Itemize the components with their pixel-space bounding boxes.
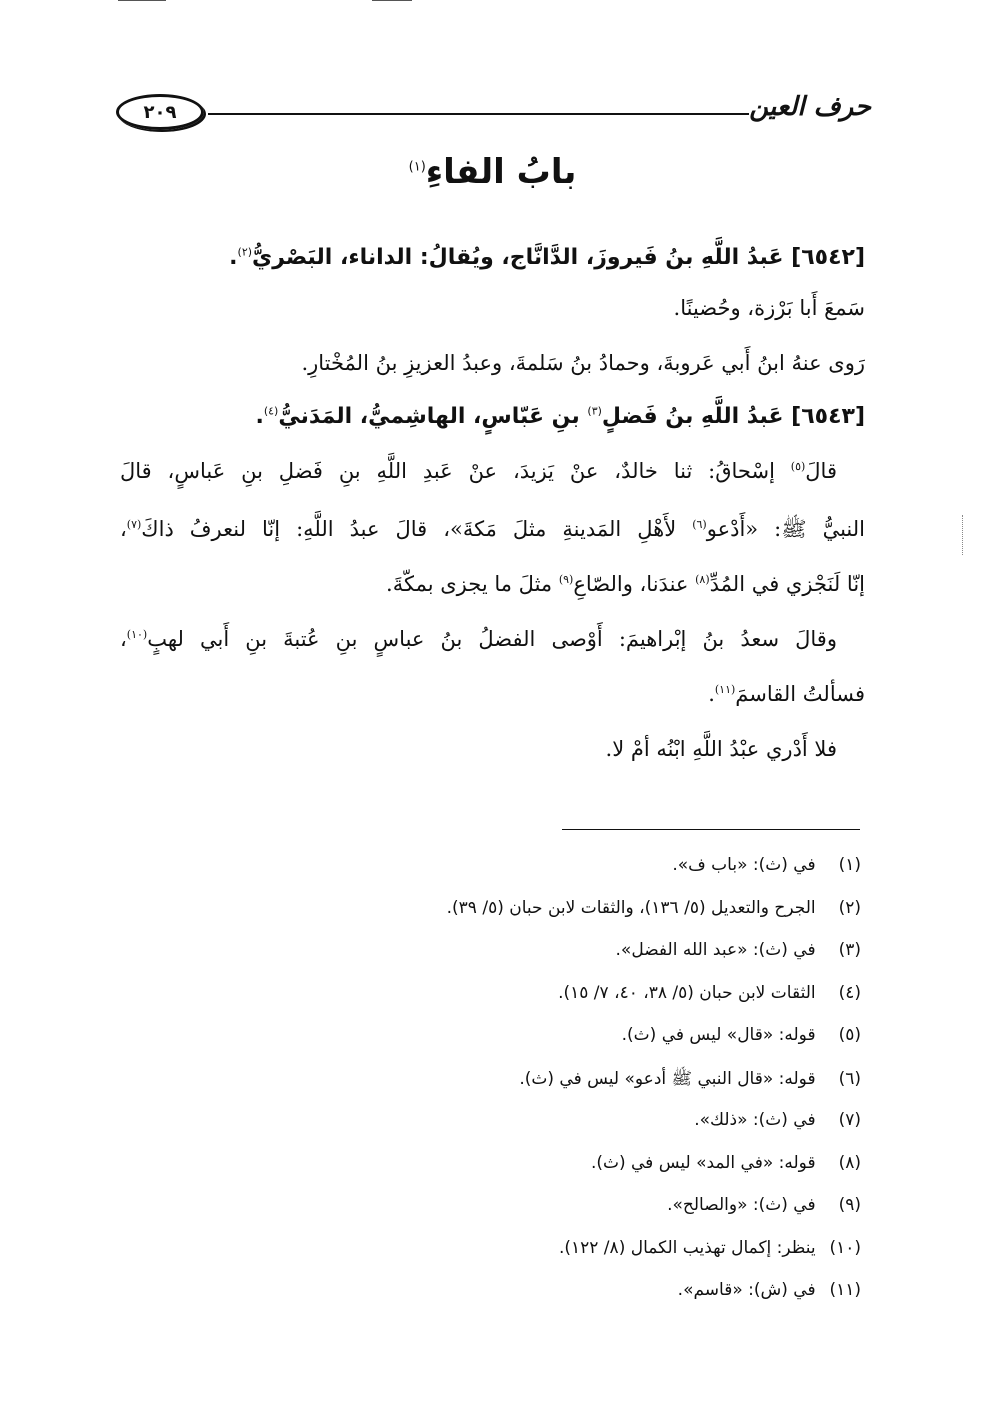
footnote-number: (٩) (838, 1195, 861, 1215)
entry-heading-text: بنِ عَبّاسٍ، الهاشِميُّ، المَدَنيُّ (278, 404, 588, 429)
body-line (120, 627, 837, 651)
body-text: إنّا لَنَجْزي في المُدِّ (709, 572, 865, 596)
footnote-text: في (ش): «قاسم». (677, 1280, 821, 1300)
footnote-ref: (١) (408, 159, 426, 175)
body-line: رَوى عنهُ ابنُ أَبي عَروبةَ، وحمادُ بنُ سَلمةَ، وعبدُ العزيزِ بنُ المُخْتارِ. (301, 351, 865, 375)
entry-heading-text: [٦٥٤٣] عَبدُ اللَّهِ بنُ فَضلٍ (601, 404, 865, 429)
punctuation: . (708, 682, 715, 706)
body-line (120, 572, 865, 596)
footnote-ref: (٤) (263, 404, 279, 418)
body-text: فسألتُ القاسمَ (735, 682, 865, 706)
footnote-number: (٥) (838, 1025, 861, 1045)
footnote-number: (٣) (838, 940, 861, 960)
body-line (120, 516, 865, 547)
footnote-item (120, 1025, 861, 1045)
footnote-text: قوله: «قال النبي ﷺ أدعو» ليس في (ث). (519, 1068, 821, 1089)
running-header (116, 92, 871, 134)
punctuation: . (255, 404, 264, 429)
footnote-item (120, 855, 861, 875)
body-text: لأَهْلِ المَدينةِ مثلَ مَكةَ»، قالَ عبدُ اللَّهِ: إنّا لنعرفُ ذاكَ (141, 517, 693, 541)
footnote-text: في (ث): «عبد الله الفضل». (615, 940, 821, 960)
body-text: عندَنا، والصّاعِ (573, 572, 696, 596)
footnote-item (120, 940, 861, 960)
body-line (120, 459, 837, 483)
punctuation: ، (120, 627, 127, 651)
footnote-text: في (ث): «باب ف». (672, 855, 821, 875)
footnote-item (120, 898, 861, 918)
footnote-number: (٢) (838, 897, 861, 918)
footnote-ref: (٦) (692, 518, 707, 531)
body-text: مثلَ ما يجزى بمكّةَ. (386, 572, 559, 596)
footnote-ref: (٢) (237, 245, 253, 259)
footnote-text: في (ث): «ذلك». (694, 1110, 821, 1130)
footnote-item (120, 1110, 861, 1130)
body-text: وقالَ سعدُ بنُ إبْراهيمَ: أَوْصى الفضلُ بنُ عباسٍ بنِ عُتبةَ بنِ أَبي لهبٍ (147, 627, 837, 651)
body-text: إسْحاقُ: ثنا خالدٌ، عنْ يَزيدَ، عنْ عَبدِ اللَّهِ بنِ فَضلِ بنِ عَباسٍ، قالَ (120, 459, 791, 483)
scan-mark (962, 515, 964, 555)
footnote-number: (١) (838, 855, 861, 875)
punctuation: ، (120, 517, 127, 541)
footnote-text: في (ث): «والصالح». (667, 1195, 821, 1215)
footnote-item (120, 1238, 861, 1258)
body-line (120, 682, 865, 706)
footnote-ref: (٩) (558, 573, 574, 586)
entry-heading-text: [٦٥٤٢] عَبدُ اللَّهِ بنُ فَيروزَ، الدَّانَّاج، ويُقالُ: الداناء، البَصْريُّ (252, 245, 865, 270)
footnote-ref: (١٠) (126, 628, 148, 641)
footnote-item (120, 1280, 861, 1300)
footnote-ref: (٨) (695, 573, 710, 586)
footnote-ref: (٥) (790, 460, 806, 473)
scan-mark (118, 0, 166, 7)
footnote-number: (٨) (838, 1152, 861, 1173)
footnote-item (120, 1195, 861, 1215)
footnote-text: الثقات لابن حبان (٥/ ٣٨، ٤٠، ٧/ ١٥). (558, 982, 821, 1003)
header-rule (208, 113, 749, 115)
footnote-number: (٦) (838, 1068, 861, 1089)
footnote-separator (562, 829, 860, 830)
footnote-ref: (١١) (714, 683, 736, 696)
footnote-number: (١٠) (829, 1237, 861, 1258)
chapter-title-text: بابُ الفاءِ (425, 152, 577, 192)
page-number-oval (116, 94, 204, 130)
footnote-number: (١١) (829, 1280, 861, 1300)
footnote-ref: (٣) (587, 404, 602, 418)
punctuation: . (229, 245, 238, 270)
page-number: ٢٠٩ (143, 101, 177, 123)
footnote-item (120, 983, 861, 1003)
footnote-text: قوله: «في المد» ليس في (ث). (590, 1152, 821, 1173)
body-text: النبيُّ ﷺ: «أَدْعو (706, 517, 865, 541)
entry-heading-6542 (120, 245, 865, 270)
footnote-text: ينظر: إكمال تهذيب الكمال (٨/ ١٢٢). (558, 1237, 821, 1258)
header-title: حرف العين (749, 92, 871, 122)
footnote-item (120, 1153, 861, 1173)
body-text: قالَ (805, 459, 837, 483)
scan-mark (372, 0, 412, 7)
footnote-number: (٧) (838, 1110, 861, 1130)
entry-heading-6543 (120, 404, 865, 429)
footnote-ref: (٧) (126, 518, 142, 531)
footnote-text: قوله: «قال» ليس في (ث). (621, 1025, 821, 1045)
footnote-text: الجرح والتعديل (٥/ ١٣٦)، والثقات لابن حبان (٥/ ٣٩). (446, 897, 821, 918)
body-line: فلا أَدْري عبْدُ اللَّهِ ابْنُه أمْ لا. (605, 737, 837, 761)
chapter-title (180, 152, 805, 192)
body-line: سَمعَ أَبا بَرْزة، وحُضينًا. (673, 296, 865, 320)
footnote-number: (٤) (838, 982, 861, 1003)
footnote-item (120, 1068, 861, 1093)
